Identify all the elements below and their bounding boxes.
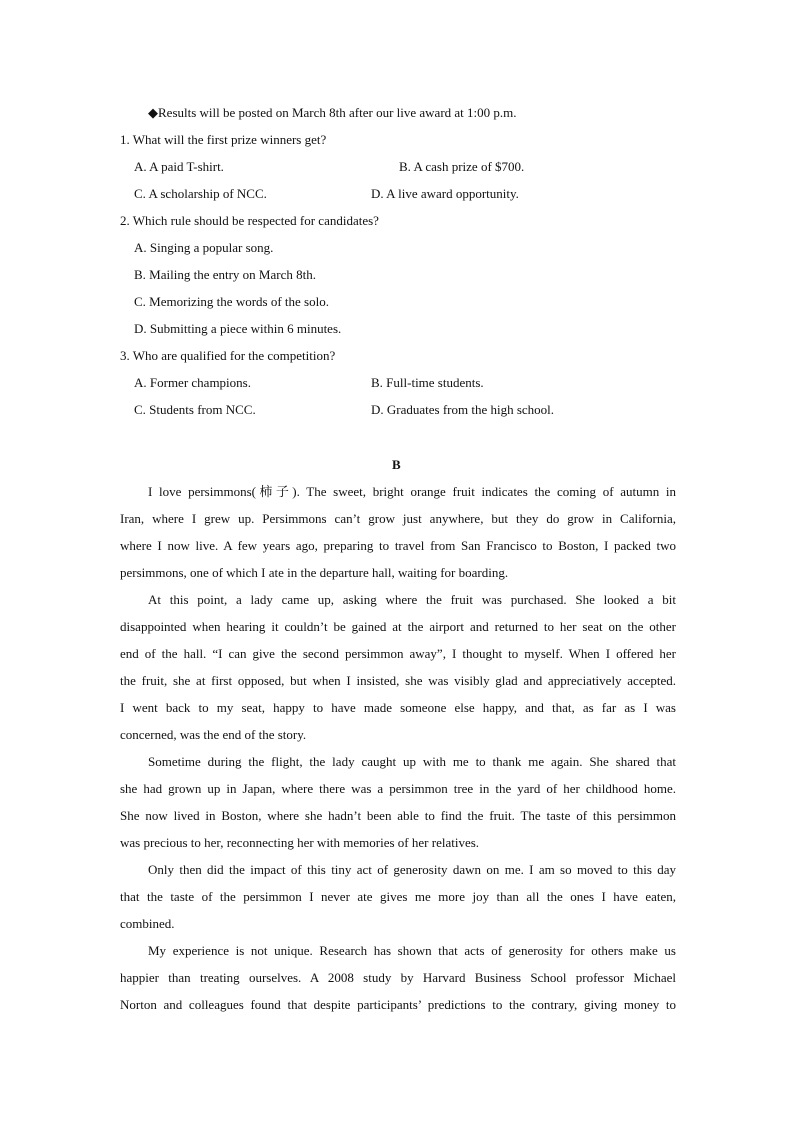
passage-line: combined. [120,916,175,931]
results-notice: ◆Results will be posted on March 8th after our live award at 1:00 p.m. [148,105,517,120]
passage-line: was precious to her, reconnecting her with memories of her relatives. [120,835,480,850]
question-1-option-c: C. A scholarship of NCC. [134,186,267,201]
question-2-option-d: D. Submitting a piece within 6 minutes. [134,321,342,336]
section-title: B [392,457,401,472]
passage-line: concerned, was the end of the story. [120,727,307,742]
passage-line: she had grown up in Japan, where there was a persimmon tree in the yard of her childhood home. [120,781,676,796]
question-3-option-a: A. Former champions. [134,375,251,390]
question-3-option-c: C. Students from NCC. [134,402,256,417]
question-2-option-a: A. Singing a popular song. [134,240,274,255]
passage-line: the fruit, she at first opposed, but when I insisted, she was visibly glad and appreciatively accepted. [120,673,676,688]
passage-line: Iran, where I grew up. Persimmons can’t grow just anywhere, but they do grow in California, [120,511,676,526]
question-2-stem: 2. Which rule should be respected for candidates? [120,213,379,228]
question-1-option-b: B. A cash prize of $700. [399,159,525,174]
passage-line: where I now live. A few years ago, preparing to travel from San Francisco to Boston, I packed two [120,538,676,553]
passage-line: Norton and colleagues found that despite participants’ predictions to the contrary, giving money to [120,997,676,1012]
passage-line: She now lived in Boston, where she hadn’t been able to find the fruit. The taste of this persimmon [120,808,676,823]
passage-line: persimmons, one of which I ate in the departure hall, waiting for boarding. [120,565,509,580]
passage-line: Sometime during the flight, the lady caught up with me to thank me again. She shared that [148,754,676,769]
question-1-stem: 1. What will the first prize winners get? [120,132,327,147]
question-1-option-a: A. A paid T-shirt. [134,159,224,174]
question-3-stem: 3. Who are qualified for the competition? [120,348,336,363]
question-1-option-d: D. A live award opportunity. [371,186,519,201]
passage-line: disappointed when hearing it couldn’t be gained at the airport and returned to her seat on the other [120,619,676,634]
question-2-option-b: B. Mailing the entry on March 8th. [134,267,316,282]
question-3-option-b: B. Full-time students. [371,375,484,390]
passage-line: At this point, a lady came up, asking where the fruit was purchased. She looked a bit [148,592,676,607]
passage-line: end of the hall. “I can give the second persimmon away”, I thought to myself. When I offered her [120,646,676,661]
question-2-option-c: C. Memorizing the words of the solo. [134,294,329,309]
passage-line: happier than treating ourselves. A 2008 study by Harvard Business School professor Michael [120,970,676,985]
question-3-option-d: D. Graduates from the high school. [371,402,555,417]
passage-line: Only then did the impact of this tiny act of generosity dawn on me. I am so moved to this day [148,862,676,877]
passage-line: My experience is not unique. Research has shown that acts of generosity for others make us [148,943,676,958]
passage-line: that the taste of the persimmon I never ate gives me more joy than all the ones I have eaten, [120,889,676,904]
passage-line: I went back to my seat, happy to have made someone else happy, and that, as far as I was [120,700,676,715]
passage-line: I love persimmons(柿子). The sweet, bright orange fruit indicates the coming of autumn in [148,484,676,499]
